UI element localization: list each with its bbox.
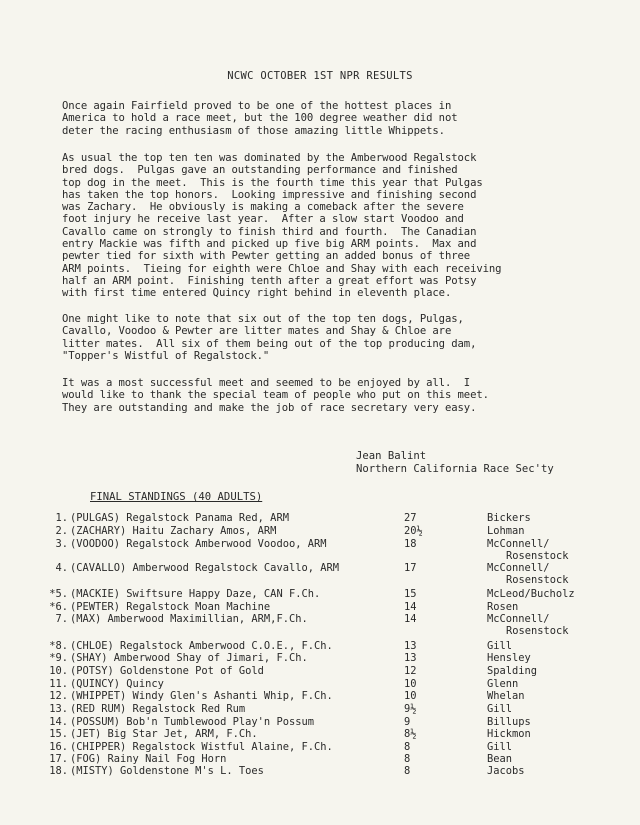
points: 13: [404, 652, 417, 664]
dog-name: (RED RUM) Regalstock Red Rum: [70, 703, 246, 715]
owner: McConnell/: [487, 562, 550, 574]
standing-rank: *6.: [49, 601, 68, 613]
standing-rank: 17.: [49, 753, 68, 765]
standings-row: [0, 525, 640, 538]
owner: Spalding: [487, 665, 538, 677]
dog-name: (PULGAS) Regalstock Panama Red, ARM: [70, 512, 289, 524]
dog-name: (SHAY) Amberwood Shay of Jimari, F.Ch.: [70, 652, 308, 664]
dog-name: (QUINCY) Quincy: [70, 678, 164, 690]
owner: Whelan: [487, 690, 525, 702]
signature-role: Northern California Race Sec'ty: [356, 463, 554, 475]
points: 20½: [404, 525, 423, 537]
standings-row: [0, 512, 640, 525]
owner: Rosen: [487, 601, 519, 613]
points: 14: [404, 601, 417, 613]
points: 17: [404, 562, 417, 574]
standings-row: [0, 765, 640, 778]
dog-name: (MAX) Amberwood Maximillian, ARM,F.Ch.: [70, 613, 308, 625]
standing-rank: 10.: [49, 665, 68, 677]
dog-name: (JET) Big Star Jet, ARM, F.Ch.: [70, 728, 258, 740]
owner: Gill: [487, 741, 513, 753]
standing-rank: *9.: [49, 652, 68, 664]
standing-rank: 7.: [55, 613, 68, 625]
owner: Hensley: [487, 652, 531, 664]
standings-heading: FINAL STANDINGS (40 ADULTS): [90, 491, 263, 503]
standing-rank: 18.: [49, 765, 68, 777]
standing-rank: 12.: [49, 690, 68, 702]
owner: Glenn: [487, 678, 519, 690]
standing-rank: 16.: [49, 741, 68, 753]
paragraph-thanks: It was a most successful meet and seemed to be enjoyed by all. I would like to thank the special team of people who put on this meet. They are outstanding and make the job of race secretary very easy.: [62, 377, 489, 414]
points: 12: [404, 665, 417, 677]
owner: Jacobs: [487, 765, 525, 777]
standing-rank: 14.: [49, 716, 68, 728]
dog-name: (POSSUM) Bob'n Tumblewood Play'n Possum: [70, 716, 314, 728]
dog-name: (VOODOO) Regalstock Amberwood Voodoo, ARM: [70, 538, 327, 550]
standing-rank: *8.: [49, 640, 68, 652]
points: 9: [404, 716, 411, 728]
dog-name: (CAVALLO) Amberwood Regalstock Cavallo, ARM: [70, 562, 339, 574]
signature-name: Jean Balint: [356, 450, 427, 462]
owner: McConnell/: [487, 613, 550, 625]
points: 13: [404, 640, 417, 652]
points: 9½: [404, 703, 417, 715]
owner: McLeod/Bucholz: [487, 588, 575, 600]
dog-name: (PEWTER) Regalstock Moan Machine: [70, 601, 271, 613]
dog-name: (FOG) Rainy Nail Fog Horn: [70, 753, 227, 765]
owner: Bickers: [487, 512, 531, 524]
owner: Billups: [487, 716, 531, 728]
standings-row: [0, 652, 640, 665]
points: 18: [404, 538, 417, 550]
owner-continuation: Rosenstock: [506, 574, 569, 586]
points: 27: [404, 512, 417, 524]
dog-name: (MISTY) Goldenstone M's L. Toes: [70, 765, 264, 777]
paragraph-results: As usual the top ten ten was dominated by the Amberwood Regalstock bred dogs. Pulgas gave an outstanding performance and finished top dog in the meet. This is the fourth time this year that Pulgas has taken the top honors. Looking impressive and finishing second was Zachary. He obviously is making a comeback after the severe foot injury he receive last year. After a slow start Voodoo and Cavallo came on strongly to finish third and fourth. The Canadian entry Mackie was fifth and picked up five big ARM points. Max and pewter tied for sixth with Pewter getting an added bonus of three ARM points. Tieing for eighth were Chloe and Shay with each receiving half an ARM point. Finishing tenth after a great effort was Potsy with first time entered Quincy right behind in eleventh place.: [62, 152, 502, 300]
standing-rank: 3.: [55, 538, 68, 550]
standing-rank: 11.: [49, 678, 68, 690]
paragraph-intro: Once again Fairfield proved to be one of the hottest places in America to hold a race meet, but the 100 degree weather did not deter the racing enthusiasm of those amazing little Whippets.: [62, 100, 458, 137]
dog-name: (CHLOE) Regalstock Amberwood C.O.E., F.Ch.: [70, 640, 333, 652]
owner: Lohman: [487, 525, 525, 537]
points: 8: [404, 765, 411, 777]
standing-rank: 2.: [55, 525, 68, 537]
points: 8: [404, 741, 411, 753]
owner: McConnell/: [487, 538, 550, 550]
dog-name: (ZACHARY) Haitu Zachary Amos, ARM: [70, 525, 277, 537]
points: 8½: [404, 728, 417, 740]
dog-name: (POTSY) Goldenstone Pot of Gold: [70, 665, 264, 677]
standing-rank: *5.: [49, 588, 68, 600]
standings-row: [0, 588, 640, 601]
standing-rank: 13.: [49, 703, 68, 715]
owner: Hickmon: [487, 728, 531, 740]
owner: Bean: [487, 753, 513, 765]
standings-row: [0, 665, 640, 678]
standings-row: [0, 728, 640, 741]
standing-rank: 15.: [49, 728, 68, 740]
standing-rank: 4.: [55, 562, 68, 574]
points: 15: [404, 588, 417, 600]
points: 8: [404, 753, 411, 765]
owner: Gill: [487, 703, 513, 715]
owner-continuation: Rosenstock: [506, 625, 569, 637]
paragraph-litter-mates: One might like to note that six out of the top ten dogs, Pulgas, Cavallo, Voodoo & Pewter are litter mates and Shay & Chloe are litter mates. All six of them being out of the top producing dam, "Topper's Wistful of Regalstock.": [62, 313, 477, 362]
owner: Gill: [487, 640, 513, 652]
points: 10: [404, 678, 417, 690]
owner-continuation: Rosenstock: [506, 550, 569, 562]
dog-name: (CHIPPER) Regalstock Wistful Alaine, F.Ch.: [70, 741, 333, 753]
dog-name: (MACKIE) Swiftsure Happy Daze, CAN F.Ch.: [70, 588, 321, 600]
dog-name: (WHIPPET) Windy Glen's Ashanti Whip, F.Ch.: [70, 690, 333, 702]
page-title: NCWC OCTOBER 1ST NPR RESULTS: [227, 70, 413, 82]
points: 14: [404, 613, 417, 625]
points: 10: [404, 690, 417, 702]
standings-row: [0, 703, 640, 716]
standings-row: [0, 690, 640, 703]
standing-rank: 1.: [55, 512, 68, 524]
